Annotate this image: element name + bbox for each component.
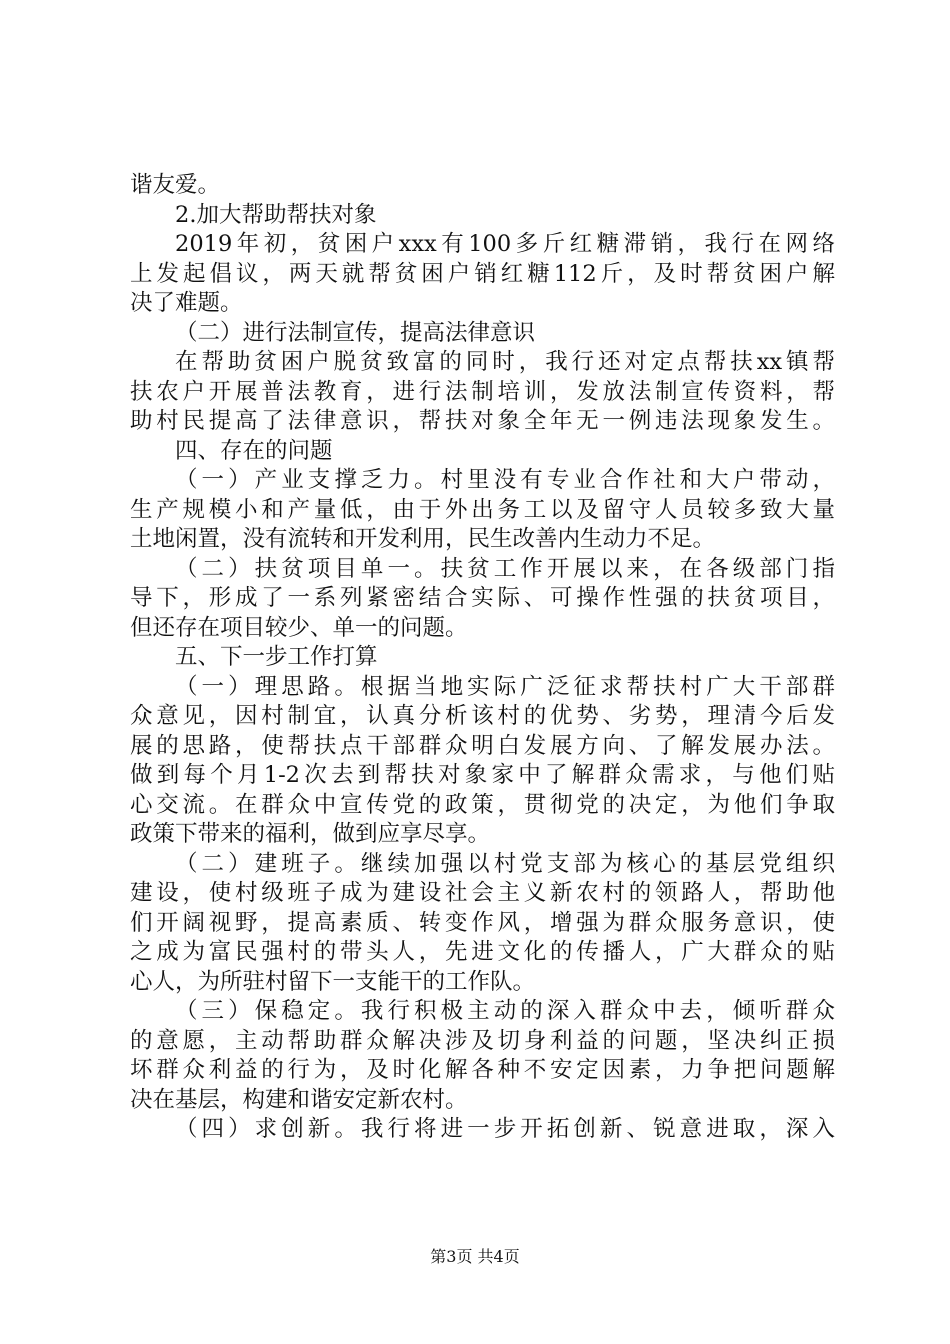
text-line: （二）扶贫项目单一。扶贫工作开展以来，在各级部门指: [175, 555, 835, 582]
text-line: （二）建班子。继续加强以村党支部为核心的基层党组织: [175, 850, 835, 877]
text-line: 政策下带来的福利，做到应享尽享。: [130, 821, 491, 847]
text-line: 2019年初，贫困户xxx有100多斤红糖滞销，我行在网络: [175, 231, 835, 257]
text-line: 五、下一步工作打算: [175, 644, 378, 670]
text-line: 土地闲置，没有流转和开发利用，民生改善内生动力不足。: [130, 526, 716, 552]
text-line: 2.加大帮助帮扶对象: [175, 201, 377, 228]
text-line: 建设，使村级班子成为建设社会主义新农村的领路人，帮助他: [130, 880, 835, 906]
text-line: 扶农户开展普法教育，进行法制培训，发放法制宣传资料，帮: [130, 378, 835, 405]
text-line: 展的思路，使帮扶点干部群众明白发展方向、了解发展办法。: [130, 732, 835, 759]
text-line: 生产规模小和产量低，由于外出务工以及留守人员较多致大量: [130, 496, 835, 523]
text-line: 但还存在项目较少、单一的问题。: [130, 614, 468, 641]
text-line: 做到每个月1-2次去到帮扶对象家中了解群众需求，与他们贴: [130, 762, 835, 788]
text-line: （三）保稳定。我行积极主动的深入群众中去，倾听群众: [175, 998, 835, 1024]
text-line: 导下，形成了一系列紧密结合实际、可操作性强的扶贫项目，: [130, 585, 835, 611]
page-footer: 第3页 共4页: [430, 1247, 520, 1266]
text-line: 上发起倡议，两天就帮贫困户销红糖112斤，及时帮贫困户解: [130, 260, 835, 287]
document-body: [130, 171, 835, 1145]
text-line: 四、存在的问题: [175, 437, 333, 464]
text-line: 心交流。在群众中宣传党的政策，贯彻党的决定，为他们争取: [130, 791, 835, 818]
text-line: 的意愿，主动帮助群众解决涉及切身利益的问题，坚决纠正损: [130, 1027, 835, 1054]
text-line: 众意见，因村制宜，认真分析该村的优势、劣势，理清今后发: [130, 703, 835, 729]
text-line: 决在基层，构建和谐安定新农村。: [130, 1086, 468, 1113]
text-line: 们开阔视野，提高素质、转变作风，增强为群众服务意识，使: [130, 909, 835, 936]
text-line: （一）产业支撑乏力。村里没有专业合作社和大户带动，: [175, 467, 835, 493]
text-line: （一）理思路。根据当地实际广泛征求帮扶村广大干部群: [175, 673, 835, 700]
text-line: 坏群众利益的行为，及时化解各种不安定因素，力争把问题解: [130, 1057, 835, 1083]
text-line: 谐友爱。: [130, 172, 221, 198]
text-line: 在帮助贫困户脱贫致富的同时，我行还对定点帮扶xx镇帮: [175, 349, 835, 375]
text-line: 决了难题。: [130, 290, 243, 316]
text-line: （四）求创新。我行将进一步开拓创新、锐意进取，深入: [175, 1116, 835, 1142]
text-line: 心人，为所驻村留下一支能干的工作队。: [130, 968, 536, 995]
text-line: 之成为富民强村的带头人，先进文化的传播人，广大群众的贴: [130, 939, 835, 965]
text-line: 助村民提高了法律意识，帮扶对象全年无一例违法现象发生。: [130, 408, 835, 434]
text-line: （二）进行法制宣传，提高法律意识: [175, 319, 536, 346]
